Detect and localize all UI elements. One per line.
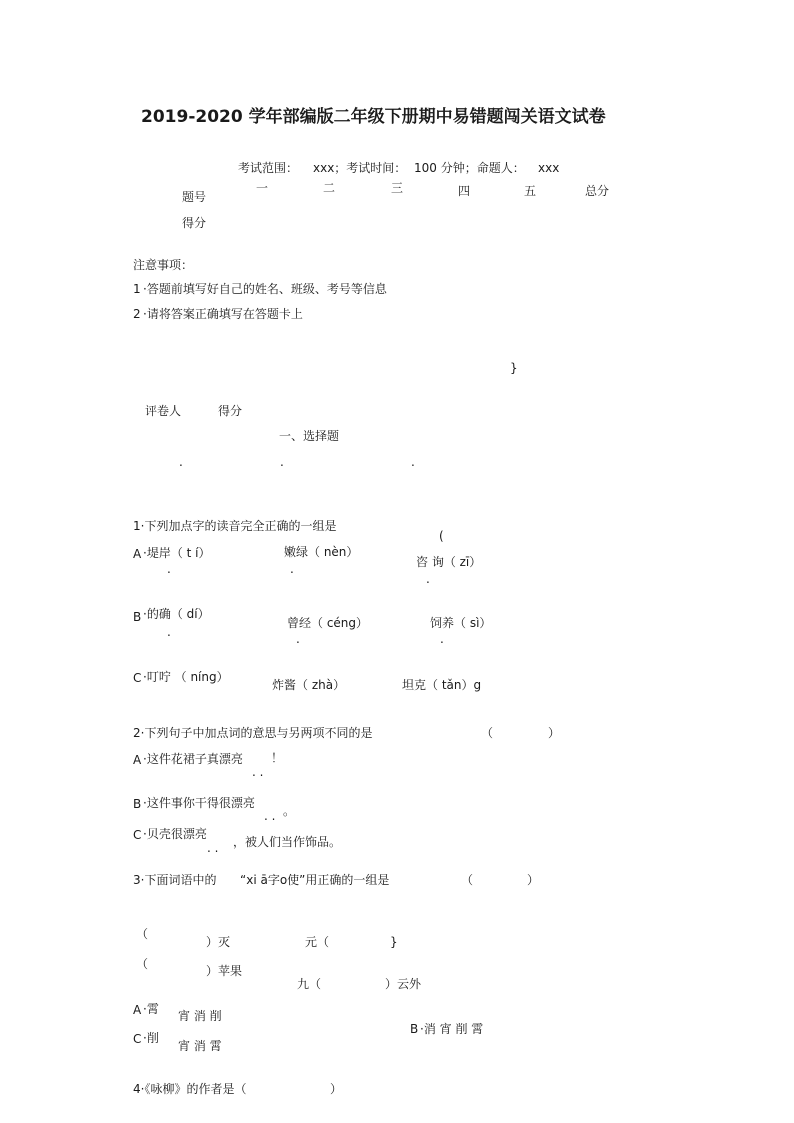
stray-bracket: } (510, 361, 518, 375)
grader-label: 评卷人 (145, 404, 182, 418)
section-1-title: 一、选择题 (279, 429, 340, 443)
notice-item-2-text: ·请将答案正确填写在答题卡上 (143, 307, 303, 321)
grader-score-label: 得分 (218, 404, 243, 418)
q3-blank-4-open: 九（ (297, 977, 322, 991)
q3-paren-close: ） (527, 873, 540, 887)
dot-mark: . . (264, 809, 276, 823)
q3-stem: 3·下面词语中的 (133, 873, 217, 887)
q3-option-c-label: C (133, 1032, 142, 1046)
q4-paren-close: ） (330, 1082, 343, 1096)
q1-option-b-3: 饲养（ sì） (430, 616, 492, 630)
q2-option-b-text: ·这件事你干得很漂亮 (143, 796, 255, 810)
q2-option-a-label: A (133, 753, 142, 767)
q3-paren-open: （ (461, 873, 474, 887)
q2-option-b-end: 。 (283, 804, 296, 818)
q3-option-c-head: ·削 (143, 1031, 159, 1045)
q1-stem: 1·下列加点字的读音完全正确的一组是 (133, 519, 337, 533)
q3-option-a-rest: 宵 消 削 (178, 1009, 222, 1023)
dot-mark: . (179, 455, 183, 469)
q1-answer-paren: ( (439, 529, 444, 543)
q1-option-c-1: ·叮咛 （ níng） (143, 670, 229, 684)
exam-author-value: xxx (538, 161, 560, 175)
page-title: 2019-2020 学年部编版二年级下册期中易错题闯关语文试卷 (141, 107, 606, 127)
notice-item-1-text: ·答题前填写好自己的姓名、班级、考号等信息 (143, 282, 387, 296)
q3-option-b-label: B (410, 1022, 419, 1036)
dot-mark: . . (252, 765, 264, 779)
q3-blank-1-open: （ (136, 927, 149, 941)
score-row-question: 题号 (182, 190, 207, 204)
dot-mark: . (280, 455, 284, 469)
q2-paren-open: （ (481, 726, 494, 740)
q2-paren-close: ） (548, 726, 561, 740)
score-row-score: 得分 (182, 216, 207, 230)
q1-option-b-2: 曾经（ céng） (287, 616, 369, 630)
dot-mark: . (296, 632, 300, 646)
score-col-3: 三 (391, 181, 404, 195)
q3-blank-3-open: （ (136, 957, 149, 971)
q2-option-a-end: ！ (271, 751, 284, 765)
q3-option-b-text: ·消 宵 削 霄 (420, 1022, 484, 1036)
dot-mark: . . (207, 841, 219, 855)
q1-option-c-2: 炸酱（ zhà） (272, 678, 346, 692)
q3-stem-quote: “xi ā字o使”用正确的一组是 (240, 873, 390, 887)
q1-option-b-1: ·的确（ dí） (143, 607, 210, 621)
q1-option-b-label: B (133, 610, 142, 624)
q2-option-c-end: ，被人们当作饰品。 (233, 835, 342, 849)
notice-item-2-num: 2 (133, 307, 141, 321)
dot-mark: . (290, 562, 294, 576)
q3-option-c-rest: 宵 消 霄 (178, 1039, 222, 1053)
notice-heading: 注意事项： (133, 258, 194, 272)
dot-mark: . (440, 632, 444, 646)
dot-mark: . (426, 572, 430, 586)
dot-mark: . (411, 455, 415, 469)
score-col-1: 一 (256, 181, 269, 195)
q2-option-b-label: B (133, 797, 142, 811)
q3-blank-2-open: 元（ (305, 935, 330, 949)
score-col-4: 四 (458, 184, 471, 198)
q2-stem: 2·下列句子中加点词的意思与另两项不同的是 (133, 726, 373, 740)
q3-blank-2-close: } (390, 935, 398, 949)
q1-option-c-label: C (133, 671, 142, 685)
exam-range-value: xxx；考试时间： (313, 161, 407, 175)
score-col-total: 总分 (585, 184, 610, 198)
notice-item-1-num: 1 (133, 282, 141, 296)
score-col-5: 五 (524, 184, 537, 198)
exam-range-label: 考试范围： (238, 161, 299, 175)
dot-mark: . (167, 625, 171, 639)
q3-blank-4-rest: ）云外 (385, 977, 422, 991)
q3-blank-1-rest: ）灭 (206, 935, 231, 949)
q2-option-a-text: ·这件花裙子真漂亮 (143, 752, 243, 766)
q4-stem: 4·《咏柳》的作者是（ (133, 1082, 247, 1096)
q1-option-a-3: 咨 询（ zī） (416, 555, 482, 569)
q1-option-a-1: ·堤岸（ t í） (143, 546, 211, 560)
q2-option-c-text: ·贝壳很漂亮 (143, 827, 207, 841)
q1-option-a-label: A (133, 547, 142, 561)
exam-time-value: 100 分钟；命题人： (414, 161, 525, 175)
q2-option-c-label: C (133, 828, 142, 842)
q1-option-c-3: 坦克（ tǎn）g (402, 678, 482, 692)
score-col-2: 二 (323, 181, 336, 195)
q3-option-a-label: A (133, 1003, 142, 1017)
q3-option-a-head: ·霄 (143, 1002, 159, 1016)
dot-mark: . (167, 562, 171, 576)
q1-option-a-2: 嫩绿（ nèn） (284, 545, 359, 559)
q3-blank-3-rest: ）苹果 (206, 964, 243, 978)
